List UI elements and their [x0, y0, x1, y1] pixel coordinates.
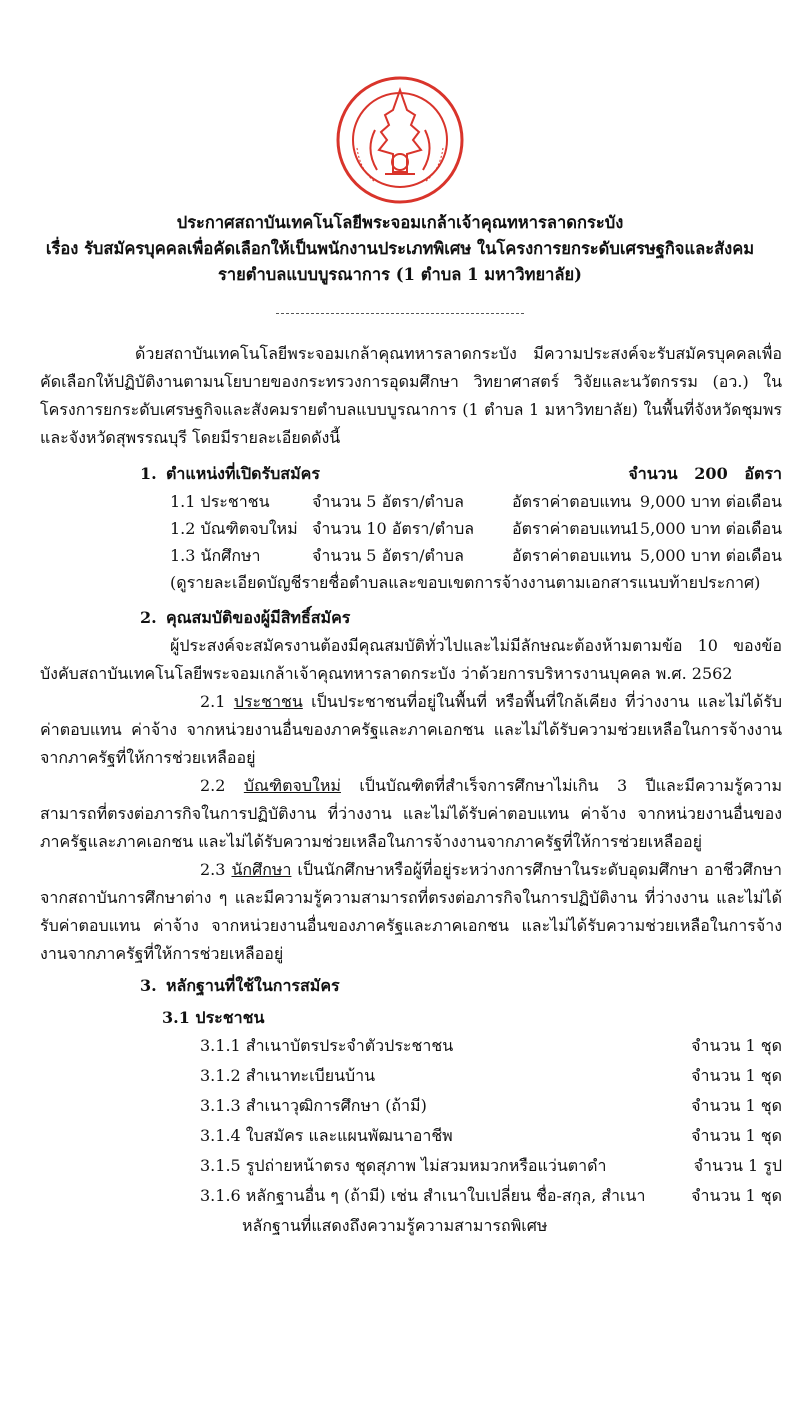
- document-qty: จำนวน 1 ชุด: [691, 1066, 782, 1085]
- document-row: [40, 1122, 782, 1152]
- title-line-2: เรื่อง รับสมัครบุคคลเพื่อคัดเลือกให้เป็นพนักงานประเภทพิเศษ ในโครงการยกระดับเศรษฐกิจและสังคม: [45, 239, 755, 258]
- intro-paragraph: ด้วยสถาบันเทคโนโลยีพระจอมเกล้าคุณทหารลาดกระบัง มีความประสงค์จะรับสมัครบุคคลเพื่อคัดเลือกให้ปฏิบัติงานตามนโยบายของกระทรวงการอุดมศึกษา วิทยาศาสตร์ วิจัยและนวัตกรรม (อว.) ในโครงการยกระดับเศรษฐกิจและสังคมรายตำบลแบบบูรณาการ (1 ตำบล 1 มหาวิทยาลัย) ในพื้นที่จังหวัดชุมพร และจังหวัดสุพรรณบุรี โดยมีรายละเอียดดังนี้: [40, 344, 782, 447]
- document-label: 3.1.4 ใบสมัคร และแผนพัฒนาอาชีพ: [200, 1126, 453, 1145]
- document-row-continuation: [40, 1212, 782, 1242]
- qualification-term: นักศึกษา: [231, 860, 292, 879]
- section-2-number: 2.: [140, 608, 157, 627]
- section-1-count: จำนวน 200 อัตรา: [628, 464, 782, 483]
- section-3-1-title: 3.1 ประชาชน: [162, 1008, 265, 1027]
- qualification-item: 2.1 ประชาชน เป็นประชาชนที่อยู่ในพื้นที่ หรือพื้นที่ใกล้เคียง ที่ว่างงาน และไม่ได้รับค่าตอบแทน ค่าจ้าง จากหน่วยงานอื่นของภาครัฐและภาคเอกชน และไม่ได้รับความช่วยเหลือในการจ้างงานจากภาครัฐที่ให้การช่วยเหลืออยู่: [40, 692, 782, 767]
- announcement-title: [0, 210, 800, 288]
- position-rate-label: อัตราค่าตอบแทน: [512, 492, 632, 511]
- qualification-term: บัณฑิตจบใหม่: [243, 776, 341, 795]
- title-line-1: ประกาศสถาบันเทคโนโลยีพระจอมเกล้าเจ้าคุณทหารลาดกระบัง: [176, 213, 624, 232]
- document-label-continuation: หลักฐานที่แสดงถึงความรู้ความสามารถพิเศษ: [242, 1216, 548, 1235]
- document-qty: จำนวน 1 ชุด: [691, 1096, 782, 1115]
- document-label: 3.1.1 สำเนาบัตรประจำตัวประชาชน: [200, 1036, 454, 1055]
- position-name: 1.2 บัณฑิตจบใหม่: [170, 519, 298, 538]
- position-name: 1.3 นักศึกษา: [170, 546, 261, 565]
- position-rate-label: อัตราค่าตอบแทน: [512, 519, 632, 538]
- title-line-3: รายตำบลแบบบูรณาการ (1 ตำบล 1 มหาวิทยาลัย): [218, 265, 582, 284]
- position-quota: จำนวน 5 อัตรา/ตำบล: [312, 492, 464, 511]
- document-body: [40, 340, 782, 1242]
- document-row: [40, 1032, 782, 1062]
- position-amount: 5,000 บาท ต่อเดือน: [639, 546, 782, 565]
- section-1-title: ตำแหน่งที่เปิดรับสมัคร: [166, 464, 320, 483]
- section-2-heading: [40, 604, 782, 632]
- section-1-note: (ดูรายละเอียดบัญชีรายชื่อตำบลและขอบเขตการจ้างงานตามเอกสารแนบท้ายประกาศ): [170, 573, 761, 592]
- section-1-number: 1.: [140, 464, 157, 483]
- institute-seal-logo: [335, 70, 465, 210]
- section-3-number: 3.: [140, 976, 157, 995]
- position-row: [40, 488, 782, 515]
- qualification-item: 2.3 นักศึกษา เป็นนักศึกษาหรือผู้ที่อยู่ระหว่างการศึกษาในระดับอุดมศึกษา อาชีวศึกษา จากสถาบันการศึกษาต่าง ๆ และมีความรู้ความสามารถที่ตรงต่อภารกิจในการปฏิบัติงาน ที่ว่างงาน และไม่ได้รับค่าตอบแทน ค่าจ้าง จากหน่วยงานอื่นของภาครัฐและภาคเอกชน และไม่ได้รับความช่วยเหลือในการจ้างงานจากภาครัฐที่ให้การช่วยเหลืออยู่: [40, 860, 782, 963]
- qualification-item: 2.2 บัณฑิตจบใหม่ เป็นบัณฑิตที่สำเร็จการศึกษาไม่เกิน 3 ปีและมีความรู้ความสามารถที่ตรงต่อภารกิจในการปฏิบัติงาน ที่ว่างงาน และไม่ได้รับค่าตอบแทน ค่าจ้าง จากหน่วยงานอื่นของภาครัฐและภาคเอกชน และไม่ได้รับความช่วยเหลือในการจ้างงานจากภาครัฐที่ให้การช่วยเหลืออยู่: [40, 776, 782, 851]
- document-row: [40, 1062, 782, 1092]
- document-row: [40, 1182, 782, 1212]
- document-qty: จำนวน 1 ชุด: [691, 1186, 782, 1205]
- position-quota: จำนวน 10 อัตรา/ตำบล: [312, 519, 475, 538]
- section-1-heading: [40, 460, 782, 488]
- section-3-heading: [40, 972, 782, 1000]
- section-2-title: คุณสมบัติของผู้มีสิทธิ์สมัคร: [166, 608, 351, 627]
- document-label: 3.1.2 สำเนาทะเบียนบ้าน: [200, 1066, 376, 1085]
- document-qty: จำนวน 1 ชุด: [691, 1036, 782, 1055]
- position-row: [40, 542, 782, 569]
- position-amount: 9,000 บาท ต่อเดือน: [639, 492, 782, 511]
- position-name: 1.1 ประชาชน: [170, 492, 270, 511]
- document-label: 3.1.3 สำเนาวุฒิการศึกษา (ถ้ามี): [200, 1096, 427, 1115]
- document-row: [40, 1152, 782, 1182]
- document-label: 3.1.6 หลักฐานอื่น ๆ (ถ้ามี) เช่น สำเนาใบเปลี่ยน ชื่อ-สกุล, สำเนา: [200, 1186, 646, 1205]
- document-qty: จำนวน 1 รูป: [693, 1156, 782, 1175]
- title-divider: [276, 313, 524, 314]
- document-row: [40, 1092, 782, 1122]
- document-qty: จำนวน 1 ชุด: [691, 1126, 782, 1145]
- section-1-note-row: [40, 569, 782, 596]
- position-quota: จำนวน 5 อัตรา/ตำบล: [312, 546, 464, 565]
- document-label: 3.1.5 รูปถ่ายหน้าตรง ชุดสุภาพ ไม่สวมหมวกหรือแว่นตาดำ: [200, 1156, 607, 1175]
- section-2-intro: ผู้ประสงค์จะสมัครงานต้องมีคุณสมบัติทั่วไปและไม่มีลักษณะต้องห้ามตามข้อ 10 ของข้อบังคับสถาบันเทคโนโลยีพระจอมเกล้าเจ้าคุณทหารลาดกระบัง ว่าด้วยการบริหารงานบุคคล พ.ศ. 2562: [40, 636, 782, 683]
- position-row: [40, 515, 782, 542]
- position-amount: 15,000 บาท ต่อเดือน: [629, 519, 782, 538]
- section-3-title: หลักฐานที่ใช้ในการสมัคร: [166, 976, 340, 995]
- qualification-term: ประชาชน: [233, 692, 303, 711]
- position-rate-label: อัตราค่าตอบแทน: [512, 546, 632, 565]
